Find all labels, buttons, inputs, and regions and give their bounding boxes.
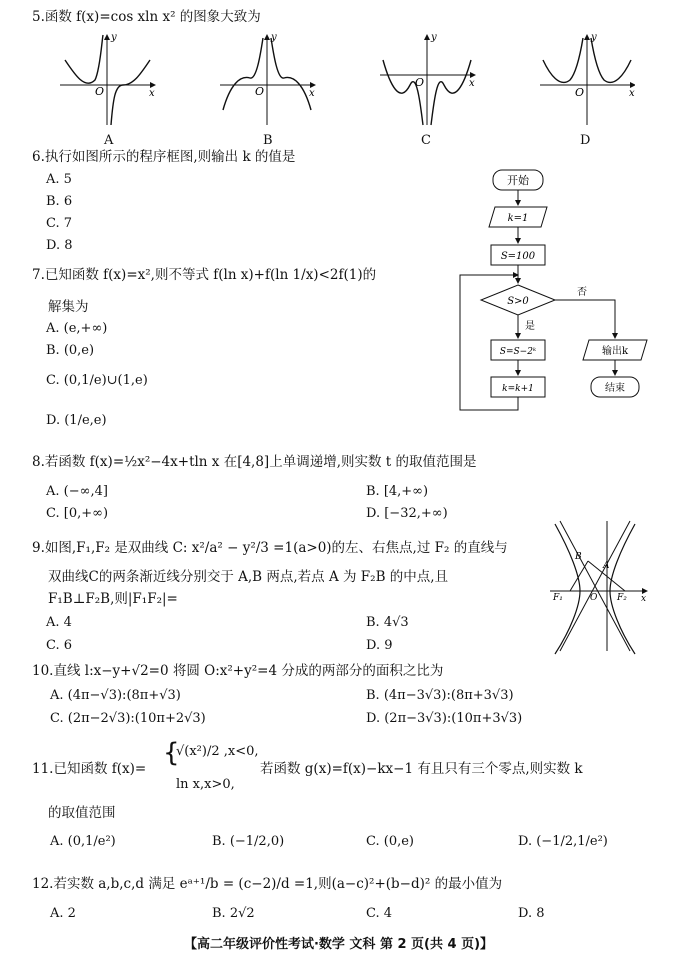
- q11-piece2: ln x,x>0,: [176, 777, 235, 792]
- q7-option-c: C. (0,1/e)∪(1,e): [46, 373, 148, 388]
- graph-c-label: C: [421, 133, 431, 148]
- q10-option-b: B. (4π−3√3):(8π+3√3): [366, 688, 514, 703]
- graph-d-label: D: [580, 133, 591, 148]
- q9-line2: 双曲线C的两条渐近线分别交于 A,B 两点,若点 A 为 F₂B 的中点,且: [48, 569, 449, 585]
- q9-fig-b: B: [575, 552, 582, 562]
- q11-option-a: A. (0,1/e²): [50, 834, 116, 849]
- page-footer: 【高二年级评价性考试·数学 文科 第 2 页(共 4 页)】: [183, 937, 494, 952]
- flow-update-s: S=S−2ᵏ: [499, 347, 537, 357]
- flow-output: 输出k: [601, 346, 629, 357]
- q8-option-b: B. [4,+∞): [366, 484, 429, 499]
- flow-no: 否: [577, 287, 587, 298]
- q9-option-d: D. 9: [366, 638, 393, 653]
- graph-c-y: y: [431, 32, 437, 43]
- q10-option-c: C. (2π−2√3):(10π+2√3): [50, 711, 206, 726]
- q5-stem: 5.函数 f(x)=cos xln x² 的图象大致为: [32, 9, 261, 25]
- q11-piece1: √(x²)/2 ,x<0,: [176, 744, 259, 759]
- q11-line2: 的取值范围: [48, 805, 116, 821]
- q7-option-a: A. (e,+∞): [46, 321, 108, 336]
- q9-option-b: B. 4√3: [366, 615, 409, 630]
- graph-a-origin: O: [95, 85, 105, 98]
- q5-graphs: [55, 30, 635, 130]
- graph-a-label: A: [104, 133, 114, 148]
- graph-d: [540, 32, 635, 125]
- flow-cond: S>0: [507, 296, 529, 307]
- graph-c: [380, 32, 475, 125]
- q8-stem: 8.若函数 f(x)=½x²−4x+tln x 在[4,8]上单调递增,则实数 t 的取值范围是: [32, 454, 477, 470]
- flow-init-k: k=1: [507, 213, 529, 224]
- graph-d-y: y: [591, 32, 597, 43]
- q6-option-b: B. 6: [46, 194, 73, 209]
- graph-b-origin: O: [255, 85, 265, 98]
- graph-c-origin: O: [415, 76, 425, 89]
- q12-stem: 12.若实数 a,b,c,d 满足 eᵃ⁺¹/b = (c−2)/d =1,则(a−c)²+(b−d)² 的最小值为: [32, 876, 503, 892]
- q8-option-d: D. [−32,+∞): [366, 506, 448, 521]
- q9-fig-o: O: [590, 593, 598, 603]
- graph-b-label: B: [263, 133, 273, 148]
- graph-a-x: x: [149, 88, 155, 99]
- q6-option-c: C. 7: [46, 216, 73, 231]
- q6-option-d: D. 8: [46, 238, 73, 253]
- q12-option-a: A. 2: [50, 906, 76, 921]
- graph-b-x: x: [309, 88, 315, 99]
- flow-yes: 是: [525, 321, 535, 332]
- q7-option-b: B. (0,e): [46, 343, 95, 358]
- graph-a-y: y: [111, 32, 117, 43]
- q6-flowchart: [455, 165, 670, 420]
- q12-option-c: C. 4: [366, 906, 393, 921]
- q12-option-b: B. 2√2: [212, 906, 255, 921]
- q11-option-b: B. (−1/2,0): [212, 834, 285, 849]
- q9-fig-a: A: [603, 561, 610, 571]
- flow-end: 结束: [605, 383, 625, 394]
- q6-stem: 6.执行如图所示的程序框图,则输出 k 的值是: [32, 149, 296, 165]
- q9-fig-f2: F₂: [617, 593, 627, 603]
- graph-c-x: x: [469, 78, 475, 89]
- graph-b-y: y: [271, 32, 277, 43]
- q11-option-c: C. (0,e): [366, 834, 414, 849]
- q9-line3: F₁B⊥F₂B,则|F₁F₂|=: [48, 591, 178, 607]
- q7-option-d: D. (1/e,e): [46, 413, 107, 428]
- q10-stem: 10.直线 l:x−y+√2=0 将圆 O:x²+y²=4 分成的两部分的面积之比为: [32, 663, 444, 679]
- q12-option-d: D. 8: [518, 906, 545, 921]
- graph-a: [60, 32, 155, 125]
- flow-init-s: S=100: [500, 251, 536, 262]
- flow-update-k: k=k+1: [502, 384, 534, 394]
- q11-prefix: 11.已知函数 f(x)=: [32, 761, 147, 777]
- flow-start: 开始: [507, 174, 529, 187]
- q9-option-c: C. 6: [46, 638, 73, 653]
- q9-fig-f1: F₁: [553, 593, 563, 603]
- q9-fig-x: x: [641, 594, 647, 604]
- q11-brace: {: [163, 738, 180, 768]
- q7-stem-line2: 解集为: [48, 299, 89, 315]
- graph-d-x: x: [629, 88, 635, 99]
- q11-option-d: D. (−1/2,1/e²): [518, 834, 608, 849]
- q8-option-a: A. (−∞,4]: [46, 484, 108, 499]
- q10-option-d: D. (2π−3√3):(10π+3√3): [366, 711, 523, 726]
- q8-option-c: C. [0,+∞): [46, 506, 109, 521]
- q9-option-a: A. 4: [46, 615, 72, 630]
- q9-line1: 9.如图,F₁,F₂ 是双曲线 C: x²/a² − y²/3 =1(a>0)的左、右焦点,过 F₂ 的直线与: [32, 540, 508, 556]
- graph-d-origin: O: [575, 86, 585, 99]
- q11-suffix: 若函数 g(x)=f(x)−kx−1 有且只有三个零点,则实数 k: [260, 761, 583, 777]
- graph-b: [220, 32, 315, 125]
- q7-stem-line1: 7.已知函数 f(x)=x²,则不等式 f(ln x)+f(ln 1/x)<2f(1)的: [32, 267, 377, 283]
- q10-option-a: A. (4π−√3):(8π+√3): [50, 688, 181, 703]
- q6-option-a: A. 5: [46, 172, 72, 187]
- q9-figure: [545, 516, 655, 656]
